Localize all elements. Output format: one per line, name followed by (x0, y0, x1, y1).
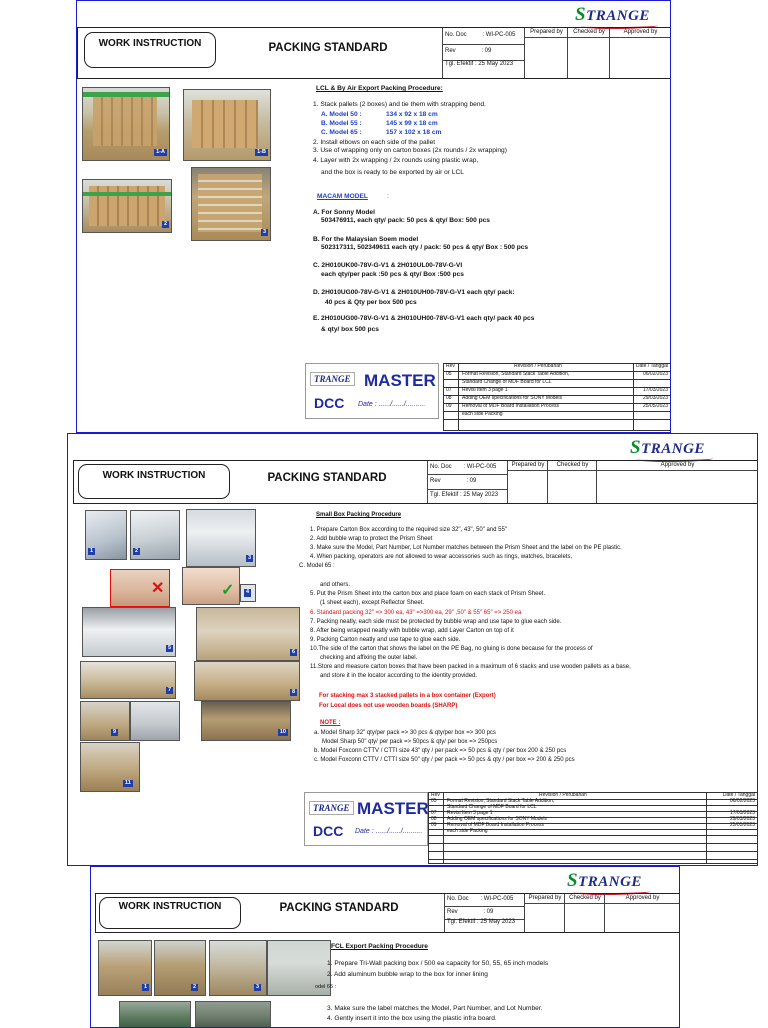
step-line: 8. After being wrapped neatly with bubble wrap, add Layer Carton on top of it (310, 628, 514, 634)
photo-badge: 3 (262, 228, 266, 235)
photo-badge: 3 (256, 983, 260, 990)
stamp-dcc: DCC (314, 395, 345, 411)
photo-badge: 3 (247, 554, 251, 561)
note-line: b. Model Foxconn CTTV / CTTI size 43" qty / per pack => 50 pcs & qty / per box 200 & 250 pcs (314, 748, 567, 754)
document-page-2 (67, 433, 758, 866)
model-a-size: 134 x 92 x 18 cm (386, 111, 438, 118)
photo-step-9 (80, 701, 130, 741)
photo-badge: 1-A (156, 148, 165, 155)
step-line: 10.The side of the carton that shows the label on the PE Bag, no gluing is done because for the process of (310, 646, 593, 652)
model-line: 503476911, each qty/ pack: 50 pcs & qty/ Box: 500 pcs (321, 217, 490, 224)
work-instruction-label: WORK INSTRUCTION (78, 464, 230, 499)
revision-table (428, 792, 758, 864)
note-line: Model Sharp 50" qty/ per pack => 50pcs & qty/ per box => 250pcs (322, 739, 498, 745)
photo-step-11 (80, 742, 140, 792)
stamp-master: MASTER (364, 371, 436, 390)
revision-row: 09 Removal of MDF Board Installation Process 25/05/2023 (431, 822, 755, 828)
model-b-size: 145 x 99 x 18 cm (386, 120, 438, 127)
photo-badge: 9 (113, 728, 117, 735)
photo-badge: 2 (193, 983, 197, 990)
revision-row: 08 Adding OEM specifications for SONY Models 29/03/2023 (444, 396, 670, 404)
step-line: checking and affixing the outer label. (320, 655, 418, 661)
section-heading: LCL & By Air Export Packing Procedure: (316, 85, 443, 92)
header-table (77, 27, 671, 79)
approved-by-label: Approved by (610, 28, 671, 38)
page-title: PACKING STANDARD (268, 42, 388, 54)
header-table (73, 460, 758, 504)
model-b-name: B. Model 55 : (321, 120, 362, 127)
prepared-by-cell (524, 28, 568, 78)
doc-meta (444, 894, 525, 932)
step-line: 11.Store and measure carton boxes that have been packed in a maximum of 6 stacks and use wooden pallets as a base, (310, 664, 631, 670)
revision-row: Rev Revision / Perubahan Date / Tanggal (444, 364, 670, 372)
revision-row: Standard Change of MDF Board for LCL (444, 380, 670, 388)
revision-row: 05 Format Revision, Standard Stack Table Addition, 06/02/2023 (431, 798, 755, 804)
approved-by-cell (609, 28, 671, 78)
correct-mark-icon: ✓ (221, 582, 235, 599)
model-line: & qty/ box 500 pcs (321, 326, 379, 333)
photo-step-3 (186, 509, 256, 567)
photo-pallet-3 (191, 167, 271, 241)
step-line: (1 sheet each), except Reflector Sheet. (320, 600, 425, 606)
stamp-date: Date : ....../....../.......... (355, 828, 423, 835)
step-line: 1. Stack pallets (2 boxes) and tie them with strapping bend. (313, 101, 486, 108)
red-note: For Local does not use wooden boards (SHARP) (319, 703, 458, 709)
company-logo: STRANGE (567, 870, 642, 892)
wrong-mark-icon: ✕ (151, 580, 165, 597)
note-heading: NOTE : (320, 720, 341, 726)
checked-by-cell (564, 894, 605, 932)
macam-model-heading: MACAM MODEL (317, 193, 368, 200)
model-line: D. 2H010UG00-78V-G-V1 & 2H010UH00-78V-G-V1 each qty/ pack: (313, 289, 515, 296)
doc-meta (427, 461, 508, 503)
red-note: For stacking max 3 stacked pallets in a box container (Export) (319, 693, 496, 699)
step-line: 4. Layer with 2x wrapping / 2x rounds using plastic wrap, (313, 157, 479, 164)
model-a-name: A. Model 50 : (321, 111, 362, 118)
step-line: 6. Standard packing 32" => 300 ea, 43" =>300 ea, 29" ,50" & 55" 65" => 250 ea (310, 610, 522, 616)
step-line: 2. Install elbows on each side of the pallet (313, 139, 436, 146)
note-line: a. Model Sharp 32" qty/per pack => 30 pcs & qty/per box => 300 pcs (314, 730, 496, 736)
photo-correct-handling (182, 567, 240, 605)
date-label: Tgl. Efektif (445, 61, 474, 67)
rev-label: Rev (430, 478, 441, 484)
step-line: and others. (320, 582, 351, 588)
photo-step-9b (130, 701, 180, 741)
model-line: 40 pcs & Qty per box 500 pcs (325, 299, 417, 306)
photo-wrong-handling (110, 569, 170, 607)
master-dcc-stamp (304, 792, 428, 846)
approved-by-cell (604, 894, 680, 932)
date-value: : 25 May 2023 (477, 919, 516, 925)
revision-row: Standard Change of MDF Board for LCL (429, 805, 757, 812)
photo-badge: 2 (163, 220, 167, 227)
header-table (95, 893, 680, 933)
work-instruction-label: WORK INSTRUCTION (99, 897, 241, 929)
step-line: 4. When packing, operators are not allowed to wear accessories such as rings, watches, bracelets, (310, 554, 573, 560)
photo-step-1 (85, 510, 127, 560)
revision-table (443, 363, 671, 431)
step-line: 3. Make sure the Model, Part Number, Lot Number matches between the Prism Sheet and the label on the PE plastic. (310, 545, 622, 551)
revision-row: 08 Adding OEM specifications for SONY Models 29/03/2023 (431, 816, 755, 822)
revision-row: Rev Revision / Perubahan Date / Tanggal (431, 792, 755, 798)
checked-by-cell (567, 28, 610, 78)
photo-badge: 10 (279, 728, 286, 735)
photo-badge: 11 (125, 779, 131, 786)
macam-colon: : (387, 193, 389, 200)
step-line: and the box is ready to be exported by air or LCL (321, 169, 464, 176)
date-value: : 25 May 2023 (460, 492, 499, 498)
model-line: each qty/per pack :50 pcs & qty/ Box :500 pcs (321, 271, 464, 278)
work-instruction-label: WORK INSTRUCTION (84, 32, 216, 68)
doc-value: : WI-PC-005 (463, 464, 497, 470)
date-label: Tgl. Efektif (447, 919, 476, 925)
prepared-by-label: Prepared by (525, 28, 568, 38)
rev-value: : 09 (466, 478, 477, 484)
prepared-by-cell (524, 894, 565, 932)
page-title: PACKING STANDARD (279, 902, 399, 914)
approved-by-label: Approved by (597, 461, 758, 471)
revision-row: 09 Removal of MDF Board Installation Process 25/05/2023 (444, 404, 670, 412)
photo-step-2 (130, 510, 180, 560)
step-line: 5. Put the Prism Sheet into the carton box and place foam on each stack of Prism Sheet. (310, 591, 546, 597)
photo-pallet-1a (82, 87, 170, 161)
note-line: c. Model Foxconn CTTV / CTTI size 50" qty / per pack => 50 pcs & qty / per box => 200 & 250 pcs (314, 757, 575, 763)
photo-badge: 6 (291, 648, 295, 655)
model-line: A. For Sonny Model (313, 209, 375, 216)
date-value: : 25 May 2023 (475, 61, 514, 67)
company-logo: STRANGE (575, 4, 650, 26)
doc-label: No. Doc (447, 896, 469, 902)
photo-step-6 (196, 607, 300, 661)
prepared-by-cell (507, 461, 548, 503)
checked-by-label: Checked by (548, 461, 597, 471)
rev-value: : 09 (483, 909, 494, 915)
model-line: B. For the Malaysian Soem model (313, 236, 419, 243)
photo-badge: 1 (90, 547, 94, 554)
photo-pallet-1b (183, 89, 271, 161)
photo-badge: 4 (246, 589, 250, 595)
step-line: and store it in the locator according to the identity provided. (320, 673, 478, 679)
stamp-dcc: DCC (313, 823, 344, 839)
photo-step-8 (194, 661, 300, 701)
document-page-1 (76, 0, 671, 433)
photo-badge: 1 (143, 983, 147, 990)
company-logo: STRANGE (630, 437, 705, 459)
page-title: PACKING STANDARD (267, 472, 387, 484)
photo-step-7 (80, 661, 176, 699)
doc-label: No. Doc (430, 464, 452, 470)
section-heading: Small Box Packing Procedure (316, 512, 402, 518)
photo-badge: 5 (167, 644, 171, 651)
revision-row: 07 Revisi Item 3 page 1 17/03/2023 (444, 388, 670, 396)
document-page-3 (90, 866, 680, 1028)
step-line: C. Model 65 : (299, 563, 335, 569)
stamp-logo: TRANGE (309, 801, 354, 815)
model-c-size: 157 x 102 x 18 cm (386, 129, 442, 136)
photo-pallet-2 (82, 179, 172, 233)
step-line: 3. Use of wrapping only on carton boxes (2x rounds / 2x wrapping) (313, 147, 507, 154)
photo-badge: 7 (167, 686, 171, 693)
doc-meta (442, 28, 525, 78)
photo-step-10 (201, 701, 291, 741)
revision-row: 05 Format Revision, Standard Stack Table Addition, 06/02/2023 (444, 372, 670, 380)
checked-by-cell (547, 461, 597, 503)
approved-by-label: Approved by (605, 894, 680, 904)
doc-label: No. Doc (445, 32, 467, 38)
revision-row: each side Packing (444, 412, 670, 420)
photo-step-4 (240, 584, 256, 602)
model-line: C. 2H010UK00-78V-G-V1 & 2H010UL00-78V-G-VI (313, 262, 463, 269)
model-line: E. 2H010UG00-78V-G-V1 & 2H010UH00-78V-G-V1 each qty/ pack 40 pcs (313, 315, 535, 322)
photo-step-3 (209, 940, 267, 996)
photo-badge: 8 (291, 688, 295, 695)
date-label: Tgl. Efektif (430, 492, 459, 498)
photo-badge: 2 (135, 547, 139, 554)
step-line: 2. Add bubble wrap to protect the Prism Sheet (310, 536, 433, 542)
stamp-master: MASTER (357, 799, 429, 818)
rev-label: Rev (447, 909, 458, 915)
photo-step-2 (154, 940, 206, 996)
doc-value: : WI-PC-005 (480, 896, 514, 902)
revision-row: 07 Revisi Item 3 page 1 17/03/2023 (431, 810, 755, 816)
prepared-by-label: Prepared by (508, 461, 548, 471)
photo-badge: 1-B (257, 148, 266, 155)
approved-by-cell (596, 461, 758, 503)
model-line: 502317311, 502349611 each qty / pack: 50 pcs & qty/ Box : 500 pcs (321, 244, 529, 251)
model-c-name: C. Model 65 : (321, 129, 362, 136)
master-dcc-stamp (305, 363, 439, 419)
step-line: 7. Packing neatly, each side must be protected by bubble wrap and use tape to glue each side. (310, 619, 562, 625)
step-line: 3. Make sure the label matches the Model, Part Number, and Lot Number. (327, 1005, 543, 1012)
checked-by-label: Checked by (568, 28, 610, 38)
stamp-date: Date : ....../....../.......... (358, 401, 426, 408)
step-line: 9. Packing Carton neatly and use tape to glue each side. (310, 637, 461, 643)
step-line: 4. Gently insert it into the box using the plastic infra board. (327, 1015, 497, 1022)
doc-value: : WI-PC-005 (482, 32, 516, 38)
rev-value: : 09 (481, 48, 492, 54)
step-line: 2. Add aluminum bubble wrap to the box for inner lining (327, 971, 488, 978)
rev-label: Rev (445, 48, 456, 54)
step-line: 1. Prepare Tri-Wall packing box / 500 ea capacity for 50, 55, 65 inch models (327, 960, 549, 967)
stamp-logo: TRANGE (310, 372, 355, 386)
photo-step-1 (98, 940, 152, 996)
revision-row: each side Packing (429, 829, 757, 836)
photo-step-5 (82, 607, 176, 657)
section-heading: FCL Export Packing Procedure (331, 943, 428, 950)
prepared-by-label: Prepared by (525, 894, 565, 904)
checked-by-label: Checked by (565, 894, 605, 904)
step-line: odel 65 : (315, 984, 337, 990)
step-line: 1. Prepare Carton Box according to the required size 32", 43", 50" and 55" (310, 527, 507, 533)
